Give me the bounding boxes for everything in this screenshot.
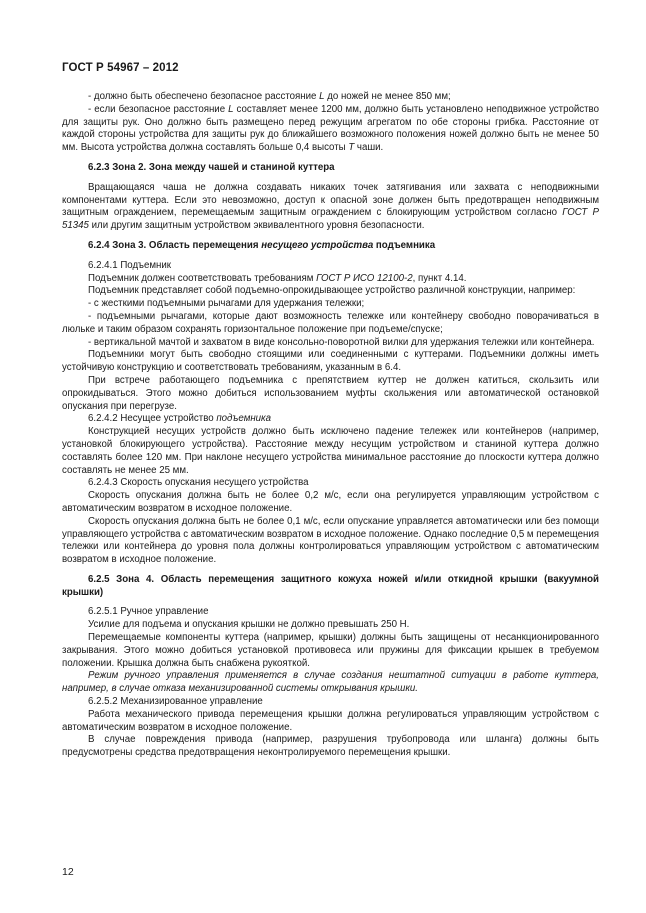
paragraph: Конструкцией несущих устройств должно быть исключено падение тележек или контейнеров (например, установкой блокирующего устройства). Расстояние между несущим устройством и станиной куттера должно составлять более 120 мм. При наклоне несущего устройства минимальное расстояние до плоскости куттера должно составлять не менее 25 мм. xyxy=(62,426,599,476)
paragraph: В случае повреждения привода (например, разрушения трубопровода или шланга) должны быть предусмотрены средства предотвращения неконтролируемого перемещения крышки. xyxy=(62,734,599,759)
paragraph: Подъемник должен соответствовать требованиям ГОСТ Р ИСО 12100-2, пункт 4.14. xyxy=(88,272,467,284)
list-item: - с жесткими подъемными рычагами для удержания тележки; xyxy=(88,298,365,310)
list-item: - подъемными рычагами, которые дают возможность тележке или контейнеру свободно поворачиваться в люльке и таким образом сохранять горизонтальное положение при подъеме/спуске; xyxy=(62,310,599,335)
reference-gost-51345: ГОСТ Р 51345 xyxy=(62,207,599,232)
section-heading-6-2-4: 6.2.4 Зона 3. Область перемещения несущего устройства подъемника xyxy=(88,239,436,251)
section-heading-6-2-3: 6.2.3 Зона 2. Зона между чашей и станиной куттера xyxy=(88,161,335,173)
paragraph: Подъемники могут быть свободно стоящими или соединенными с куттерами. Подъемники должны иметь устойчивую конструкцию и соответствовать требованиям, указанным в 6.4. xyxy=(62,349,599,374)
document-body xyxy=(62,91,599,760)
page-number: 12 xyxy=(62,866,74,878)
subsection-heading-6-2-4-2: 6.2.4.2 Несущее устройство подъемника xyxy=(88,413,272,425)
paragraph: Скорость опускания должна быть не более 0,1 м/с, если опускание управляется автоматически или без помощи управляющего устройства с автоматическим возвратом в исходное положение. Однако последние 0,5 м перемещения тележки или контейнера до уровня пола должны контролироваться управляющим устройством с автоматическим возвратом в исходное положение. xyxy=(62,515,599,566)
paragraph: - если безопасное расстояние L составляет менее 1200 мм, должно быть установлено неподвижное устройство для защиты рук. Оно должно быть размещено перед режущим агрегатом по обе стороны грибка. Расстояние от каждой стороны устройства для защиты рук до ближайшего возможного положения ножей должно быть не менее 50 мм. Высота устройства должна составлять больше 0,4 высоты T чаши. xyxy=(62,103,599,154)
subsection-heading-6-2-5-1: 6.2.5.1 Ручное управление xyxy=(88,606,209,618)
subsection-heading-6-2-4-1: 6.2.4.1 Подъемник xyxy=(88,259,171,271)
paragraph: Скорость опускания должна быть не более 0,2 м/с, если она регулируется управляющим устройством с автоматическим возвратом в исходное положение. xyxy=(62,490,599,514)
subsection-heading-6-2-4-3: 6.2.4.3 Скорость опускания несущего устройства xyxy=(88,477,309,489)
section-heading-6-2-5: 6.2.5 Зона 4. Область перемещения защитного кожуха ножей и/или откидной крышки (вакуумной крышки) xyxy=(62,573,599,598)
paragraph: Работа механического привода перемещения крышки должна регулироваться управляющим устройством с автоматическим возвратом в исходное положение. xyxy=(62,708,599,733)
subsection-heading-6-2-5-2: 6.2.5.2 Механизированное управление xyxy=(88,696,263,708)
paragraph: Перемещаемые компоненты куттера (например, крышки) должны быть защищены от несанкционированного закрывания. Этого можно добиться установкой противовеса или пружины для фиксации крышек в требуемом положении. Крышка должна быть снабжена рукояткой. xyxy=(62,632,599,669)
paragraph: Усилие для подъема и опускания крышки не должно превышать 250 Н. xyxy=(88,619,410,631)
list-item: - вертикальной мачтой и захватом в виде консольно-поворотной вилки для удержания тележки или контейнера. xyxy=(88,336,595,348)
reference-gost-iso-12100: ГОСТ Р ИСО 12100-2 xyxy=(316,272,413,284)
paragraph-note: Режим ручного управления применяется в случае создания нештатной ситуации в работе куттера, например, в случае отказа механизированной системы открывания крышки. xyxy=(62,670,599,695)
paragraph: Подъемник представляет собой подъемно-опрокидывающее устройство различной конструкции, например: xyxy=(88,285,576,297)
document-header: ГОСТ Р 54967 – 2012 xyxy=(62,62,179,74)
paragraph: Вращающаяся чаша не должна создавать никаких точек затягивания или захвата с неподвижными компонентами куттера. Если это невозможно, доступ к опасной зоне должен быть предотвращен неподвижным защитным ограждением, перемещаемым защитным ограждением с блокирующим устройством согласно ГОСТ Р 51345 или другим защитным устройством эквивалентного уровня безопасности. xyxy=(62,181,599,232)
paragraph: - должно быть обеспечено безопасное расстояние L до ножей не менее 850 мм; xyxy=(88,91,451,102)
paragraph: При встрече работающего подъемника с препятствием куттер не должен катиться, скользить или опрокидываться. Этого можно добиться использованием муфты скольжения или автоматической остановкой опускания при перегрузе. xyxy=(62,374,599,412)
